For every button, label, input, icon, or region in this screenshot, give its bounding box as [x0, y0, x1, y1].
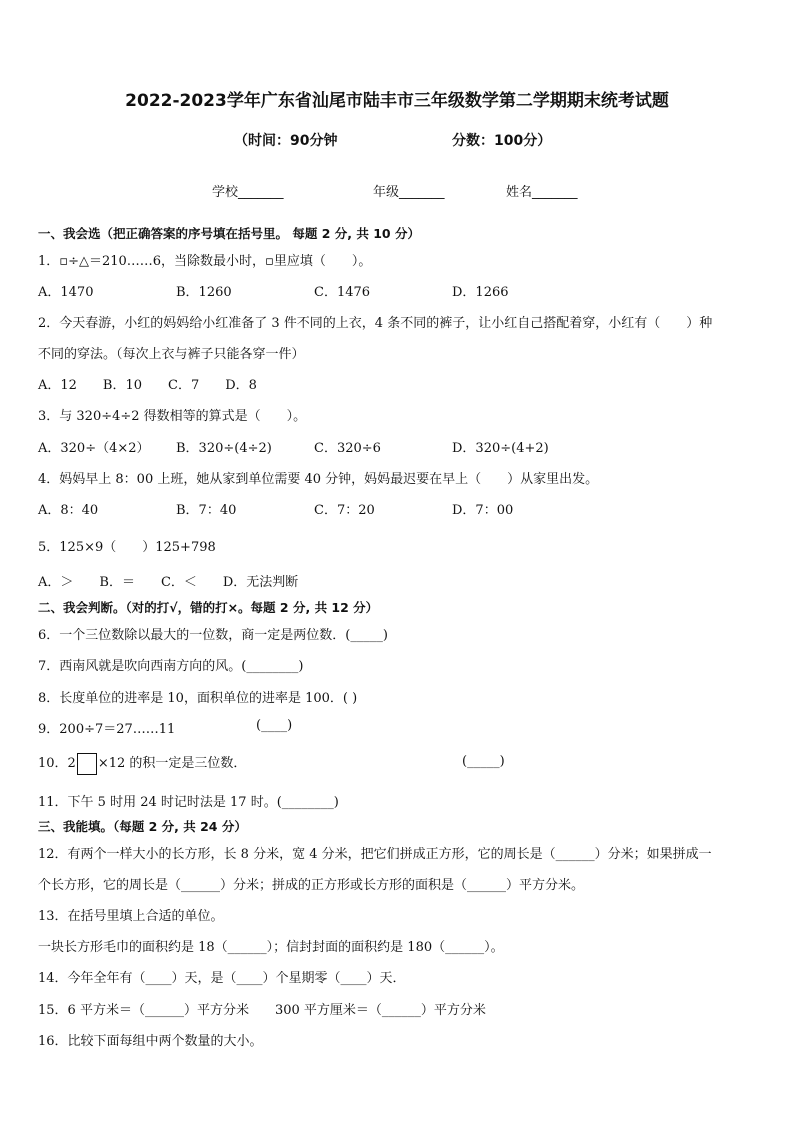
question-1: 1．▫÷△＝210……6，当除数最小时，▫里应填（ ）。 — [38, 254, 372, 269]
q3-option-a: A．320÷（4×2） — [38, 441, 150, 456]
question-4: 4．妈妈早上 8：00 上班，她从家到单位需要 40 分钟，妈妈最迟要在早上（ ）从家里出发。 — [38, 472, 599, 487]
q9-answer-blank: (____) — [256, 718, 293, 733]
question-13-line-1: 13．在括号里填上合适的单位。 — [38, 909, 224, 924]
q4-option-b: B．7：40 — [176, 503, 237, 518]
question-12-line-1: 12．有两个一样大小的长方形，长 8 分米，宽 4 分米，把它们拼成正方形，它的周长是（______）分米；如果拼成一 — [38, 847, 712, 862]
question-14: 14．今年全年有（____）天，是（____）个星期零（____）天． — [38, 971, 406, 986]
question-9: 9．200÷7＝27……11 — [38, 722, 176, 737]
school-field: 学校_______ — [212, 185, 284, 200]
question-7: 7．西南风就是吹向西南方向的风。(________) — [38, 659, 304, 674]
q10-digit-box — [77, 753, 97, 775]
q1-option-b: B．1260 — [176, 285, 232, 300]
q10-answer-blank: (_____) — [462, 754, 505, 769]
question-13-line-2: 一块长方形毛巾的面积约是 18（______）；信封封面的面积约是 180（______）。 — [38, 940, 504, 955]
question-3: 3．与 320÷4÷2 得数相等的算式是（ ）。 — [38, 409, 307, 424]
section-3-heading: 三、我能填。（每题 2 分, 共 24 分） — [38, 819, 247, 834]
q5-options: A．＞ B．＝ C．＜ D．无法判断 — [38, 575, 299, 590]
q10-suffix: ×12 的积一定是三位数． — [97, 756, 247, 771]
question-6: 6．一个三位数除以最大的一位数，商一定是两位数．(_____) — [38, 628, 388, 643]
q4-option-a: A．8：40 — [38, 503, 99, 518]
question-2-line-1: 2．今天春游，小红的妈妈给小红准备了 3 件不同的上衣，4 条不同的裤子，让小红自己搭配着穿，小红有（ ）种 — [38, 316, 713, 331]
q1-option-c: C．1476 — [314, 285, 371, 300]
score-label: 分数：100分） — [452, 133, 552, 149]
q3-option-d: D．320÷(4+2) — [452, 441, 549, 456]
q4-option-c: C．7：20 — [314, 503, 375, 518]
name-field: 姓名_______ — [506, 185, 578, 200]
q3-option-c: C．320÷6 — [314, 441, 381, 456]
q4-option-d: D．7：00 — [452, 503, 514, 518]
grade-field: 年级_______ — [373, 185, 445, 200]
question-15: 15．6 平方米＝（______）平方分米 300 平方厘米＝（______）平方分米 — [38, 1003, 486, 1018]
question-2-line-2: 不同的穿法。（每次上衣与裤子只能各穿一件） — [38, 347, 305, 362]
question-11: 11．下午 5 时用 24 时记时法是 17 时。(________) — [38, 795, 339, 810]
q1-option-d: D．1266 — [452, 285, 509, 300]
question-16: 16．比较下面每组中两个数量的大小。 — [38, 1034, 263, 1049]
section-2-heading: 二、我会判断。（对的打√，错的打×。每题 2 分, 共 12 分） — [38, 600, 379, 615]
question-10 — [38, 752, 246, 775]
q1-option-a: A．1470 — [38, 285, 94, 300]
q10-prefix: 10．2 — [38, 756, 76, 771]
exam-title: 2022-2023学年广东省汕尾市陆丰市三年级数学第二学期期末统考试题 — [125, 91, 669, 111]
q2-options: A．12 B．10 C．7 D．8 — [38, 378, 257, 393]
q3-option-b: B．320÷(4÷2) — [176, 441, 272, 456]
question-12-line-2: 个长方形，它的周长是（______）分米；拼成的正方形或长方形的面积是（______）平方分米。 — [38, 878, 585, 893]
question-5: 5．125×9（ ）125+798 — [38, 540, 216, 555]
time-label: （时间：90分钟 — [234, 133, 338, 149]
question-8: 8．长度单位的进率是 10，面积单位的进率是 100．( ) — [38, 691, 358, 706]
section-1-heading: 一、我会选（把正确答案的序号填在括号里。 每题 2 分, 共 10 分） — [38, 226, 420, 241]
